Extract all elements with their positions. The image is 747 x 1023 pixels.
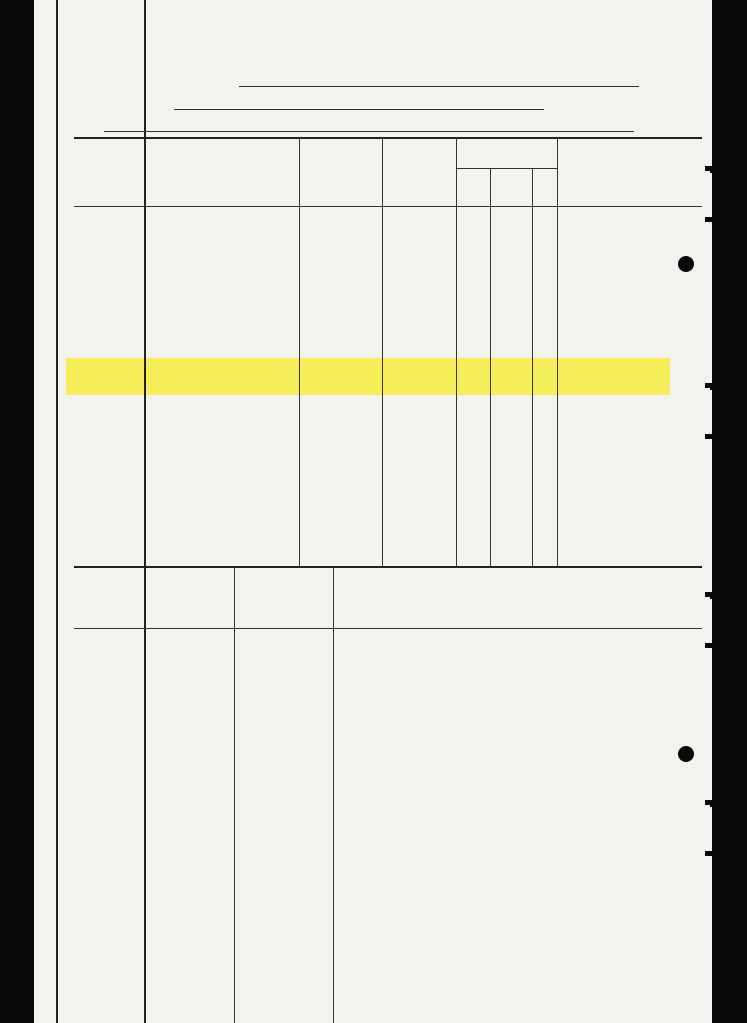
rule — [74, 628, 702, 629]
rule — [456, 168, 557, 169]
fold-line — [144, 0, 146, 1023]
highlight-marker — [66, 358, 670, 395]
binder-hook-icon — [705, 592, 722, 648]
margin-line — [56, 0, 58, 1023]
rule — [74, 206, 702, 207]
binder-hook-icon — [705, 800, 722, 856]
binder-hole-icon — [678, 256, 694, 272]
col-rule — [532, 168, 533, 567]
col-rule — [333, 566, 334, 1023]
rule — [74, 137, 702, 139]
col-rule — [490, 168, 491, 567]
rule — [174, 109, 544, 110]
rule — [74, 566, 702, 568]
binder-hook-icon — [705, 166, 722, 222]
col-rule — [382, 137, 383, 567]
col-rule — [299, 137, 300, 567]
col-rule — [234, 566, 235, 1023]
binder-hook-icon — [705, 383, 722, 439]
document-page — [34, 0, 712, 1023]
rule — [104, 131, 634, 132]
col-rule — [456, 137, 457, 567]
col-rule — [557, 137, 558, 567]
rule — [239, 86, 639, 87]
binder-hole-icon — [678, 746, 694, 762]
